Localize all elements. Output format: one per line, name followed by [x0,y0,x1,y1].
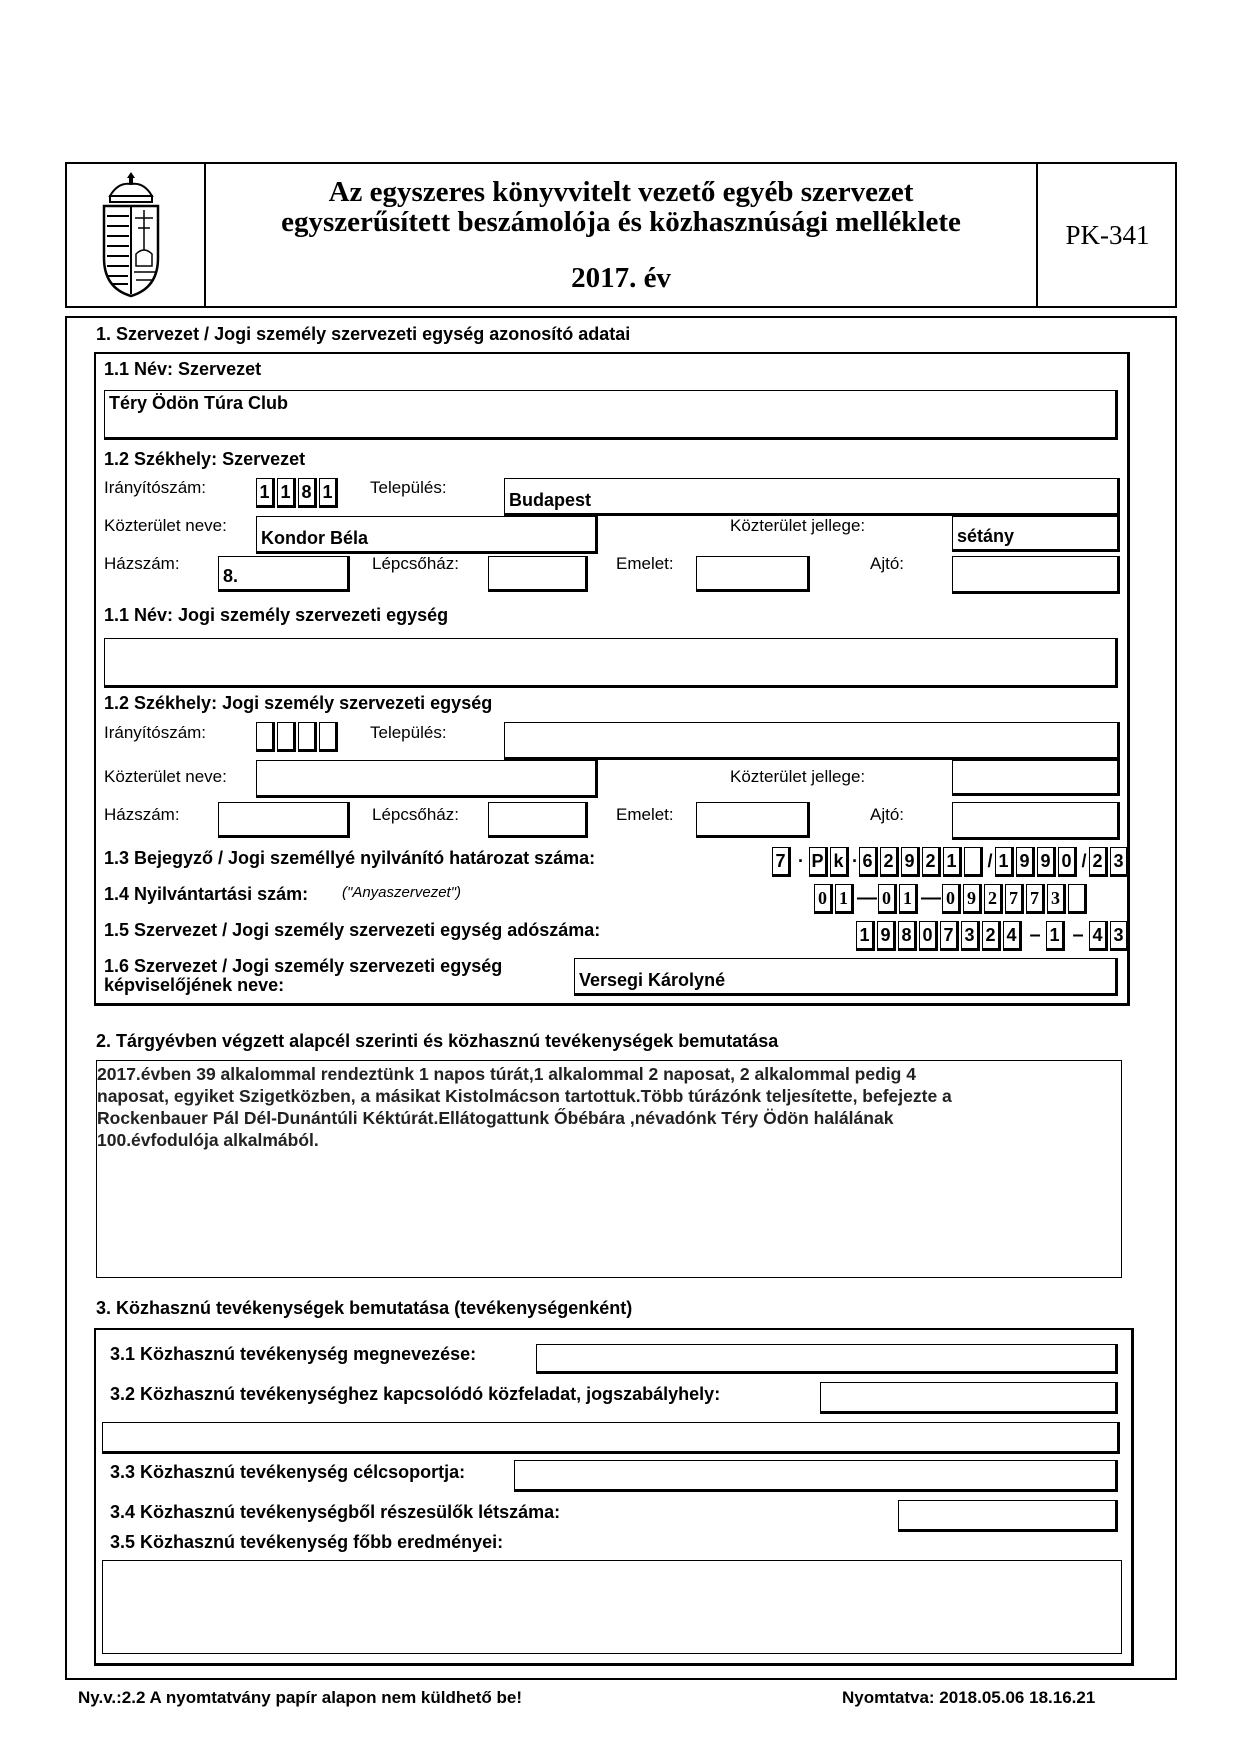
tax-number-label: 1.5 Szervezet / Jogi személy szervezeti egység adószáma: [104,920,601,940]
tax-number-digit: 1 [1046,921,1065,951]
zip-digit [298,722,317,752]
zip-field[interactable] [256,478,340,508]
representative-label-line2: képviselőjének neve: [104,975,285,995]
form-title-line1: Az egyszeres könyvvitelt vezető egyéb szervezet [328,176,914,208]
tax-number-digit: 8 [898,921,917,951]
reg-decision-separator: / [987,851,993,871]
stair-field[interactable] [488,556,588,592]
legal-street-label: Közterület neve: [104,767,227,786]
reg-number-field[interactable] [814,884,1089,914]
reg-number-digit: 7 [1005,884,1024,914]
reg-number-digit: 2 [984,884,1003,914]
city-field[interactable] [504,478,1120,516]
reg-decision-char: 7 [772,847,791,877]
reg-decision-label: 1.3 Bejegyző / Jogi személlyé nyilvánító határozat száma: [104,848,596,868]
reg-number-digit: 7 [1026,884,1045,914]
reg-decision-char: 2 [880,847,899,877]
reg-decision-char: 2 [1089,847,1108,877]
legal-floor-field[interactable] [696,802,810,838]
zip-digit [256,722,275,752]
zip-digit [277,722,296,752]
reg-decision-char: 6 [859,847,878,877]
legal-door-field[interactable] [952,802,1120,840]
reg-number-dash: — [857,887,877,909]
target-group-field[interactable] [514,1460,1118,1492]
representative-label-line1: 1.6 Szervezet / Jogi személy szervezeti egység [104,956,503,976]
reg-number-digit: 9 [963,884,982,914]
legal-city-field[interactable] [504,722,1120,760]
legal-zip-label: Irányítószám: [104,723,207,742]
tax-number-digit: 0 [919,921,938,951]
tax-number-field[interactable] [856,921,1131,951]
legal-house-label: Házszám: [104,805,180,824]
representative-field[interactable] [574,958,1118,996]
legal-floor-label: Emelet: [616,805,674,824]
form-year: 2017. év [571,262,671,294]
street-label: Közterület neve: [104,516,227,535]
legal-stair-label: Lépcsőház: [372,805,459,824]
section2-heading: 2. Tárgyévben végzett alapcél szerinti és közhasznú tevékenységek bemutatása [96,1031,779,1051]
section1-heading: 1. Szervezet / Jogi személy szervezeti egység azonosító adatai [96,324,631,344]
tax-number-digit: 3 [1110,921,1129,951]
legal-name-field[interactable] [104,638,1118,688]
org-name-label: 1.1 Név: Szervezet [104,359,262,379]
zip-digit: 1 [319,478,338,508]
public-task-field-extended[interactable] [102,1422,1120,1454]
representative-value: Versegi Károlyné [579,970,726,990]
reg-number-digit: 0 [878,884,897,914]
print-timestamp: Nyomtatva: 2018.05.06 18.16.21 [842,1688,1096,1707]
tax-number-digit: 7 [940,921,959,951]
zip-digit: 1 [256,478,275,508]
zip-digit: 1 [277,478,296,508]
activities-description-line: Rockenbauer Pál Dél-Dunántúli Kéktúrát.Ellátogattunk Őbébára ,névadónk Téry Ödön halálának [97,1108,894,1128]
tax-number-digit: 4 [1003,921,1022,951]
hungarian-coat-of-arms-icon [98,168,164,300]
stair-label: Lépcsőház: [372,554,459,573]
form-title-line2: egyszerűsített beszámolója és közhasznúsági melléklete [281,206,961,238]
legal-door-label: Ajtó: [870,805,905,824]
reg-decision-char: 9 [1016,847,1035,877]
beneficiary-count-field[interactable] [898,1500,1118,1532]
activities-description-field[interactable] [96,1060,1122,1278]
door-field[interactable] [952,556,1120,594]
reg-number-digit: 1 [899,884,918,914]
street-type-field[interactable] [952,516,1120,552]
reg-decision-char: 3 [1110,847,1129,877]
reg-decision-char: 1 [943,847,962,877]
reg-decision-separator: · [852,851,858,871]
door-label: Ajtó: [870,554,905,573]
form-code: PK-341 [1065,220,1150,250]
tax-number-digit: 9 [877,921,896,951]
org-name-value: Téry Ödön Túra Club [109,393,289,413]
city-label: Település: [370,478,447,497]
zip-label: Irányítószám: [104,478,207,497]
activity-name-label: 3.1 Közhasznú tevékenység megnevezése: [110,1344,477,1364]
reg-decision-separator: / [1081,851,1087,871]
reg-number-dash: — [921,887,941,909]
activities-description-text [97,1063,952,1151]
legal-seat-label: 1.2 Székhely: Jogi személy szervezeti egység [104,693,493,713]
section3-heading: 3. Közhasznú tevékenységek bemutatása (tevékenységenként) [96,1298,633,1318]
target-group-label: 3.3 Közhasznú tevékenység célcsoportja: [110,1462,466,1482]
reg-decision-char [964,847,983,877]
tax-number-digit: 3 [961,921,980,951]
results-field[interactable] [102,1560,1122,1654]
reg-decision-field[interactable] [772,847,1131,877]
reg-decision-char: 0 [1058,847,1077,877]
public-task-field[interactable] [820,1382,1118,1414]
legal-city-label: Település: [370,723,447,742]
floor-label: Emelet: [616,554,674,573]
street-value: Kondor Béla [261,528,369,548]
legal-street-type-field[interactable] [952,760,1120,796]
reg-decision-char: P [809,847,828,877]
tax-number-digit: 2 [982,921,1001,951]
house-label: Házszám: [104,554,180,573]
legal-stair-field[interactable] [488,802,588,838]
reg-number-digit: 0 [814,884,833,914]
legal-name-label: 1.1 Név: Jogi személy szervezeti egység [104,605,449,625]
reg-decision-char: 9 [901,847,920,877]
activities-description-line: 100.évfodulója alkalmából. [97,1130,319,1150]
public-task-label: 3.2 Közhasznú tevékenységhez kapcsolódó közfeladat, jogszabályhely: [110,1384,721,1404]
zip-digit: 8 [298,478,317,508]
street-type-label: Közterület jellege: [730,516,866,535]
org-seat-label: 1.2 Székhely: Szervezet [104,449,306,469]
activities-description-line: naposat, egyiket Szigetközben, a másikat Kistolmácson tartottuk.Több túrázónk teljesítette, befejezte a [97,1086,952,1106]
street-field[interactable] [256,516,598,554]
org-name-field[interactable] [104,390,1118,440]
tax-number-digit: 1 [856,921,875,951]
reg-number-digit: 3 [1047,884,1066,914]
reg-number-note: ("Anyaszervezet") [342,884,462,901]
reg-number-digit [1068,884,1087,914]
tax-number-digit: 4 [1089,921,1108,951]
legal-house-field[interactable] [218,802,350,838]
zip-digit [319,722,338,752]
activity-name-field[interactable] [536,1344,1118,1374]
beneficiary-count-label: 3.4 Közhasznú tevékenységből részesülők létszáma: [110,1502,561,1522]
tax-number-dash: – [1072,924,1084,946]
reg-decision-char: 1 [995,847,1014,877]
legal-street-type-label: Közterület jellege: [730,767,866,786]
footer-note: Ny.v.:2.2 A nyomtatvány papír alapon nem küldhető be! [78,1688,522,1707]
tax-number-dash: – [1029,924,1041,946]
reg-decision-char: 9 [1037,847,1056,877]
house-field[interactable] [218,556,350,592]
legal-zip-field[interactable] [256,722,340,752]
reg-decision-char: 2 [922,847,941,877]
reg-number-digit: 1 [835,884,854,914]
reg-number-label: 1.4 Nyilvántartási szám: [104,884,309,904]
street-type-value: sétány [957,526,1015,546]
reg-number-digit: 0 [942,884,961,914]
house-value: 8. [223,566,239,586]
city-value: Budapest [509,490,592,510]
legal-street-field[interactable] [256,760,598,798]
activities-description-line: 2017.évben 39 alkalommal rendeztünk 1 napos túrát,1 alkalommal 2 naposat, 2 alkalommal pedig 4 [97,1064,916,1084]
floor-field[interactable] [696,556,810,592]
reg-decision-separator: · [798,851,804,871]
results-label: 3.5 Közhasznú tevékenység főbb eredményei: [110,1532,504,1552]
reg-decision-char: k [830,847,849,877]
